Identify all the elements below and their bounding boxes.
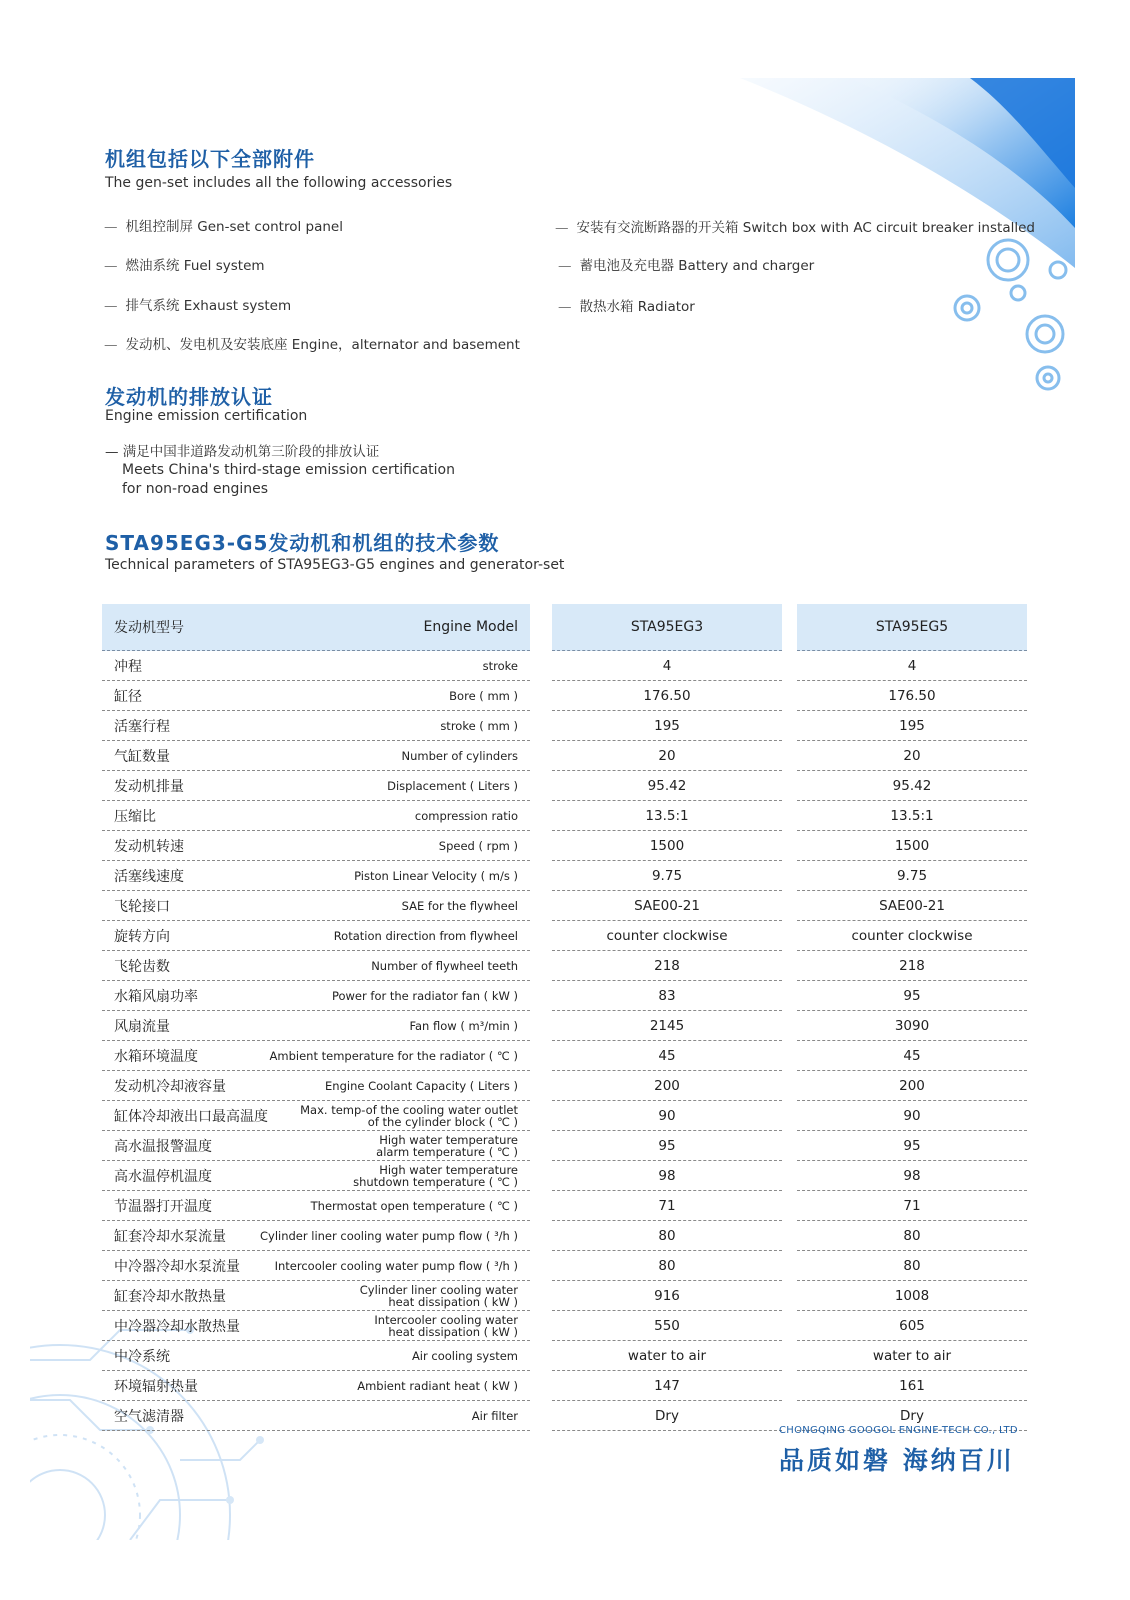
table-row (102, 651, 1027, 681)
param-name-cn: 发动机转速 (114, 838, 184, 855)
param-name-cn: 空气滤清器 (114, 1408, 184, 1425)
param-cell (102, 1401, 530, 1431)
spec-table (102, 604, 1027, 1431)
value-sta95eg5: 200 (797, 1071, 1027, 1101)
param-cell (102, 741, 530, 771)
value-sta95eg5: 1008 (797, 1281, 1027, 1311)
value-sta95eg5: 71 (797, 1191, 1027, 1221)
param-cell (102, 1311, 530, 1341)
param-name-cn: 缸径 (114, 688, 142, 705)
value-sta95eg3: 20 (552, 741, 782, 771)
param-cell (102, 861, 530, 891)
param-name-cn: 气缸数量 (114, 748, 170, 765)
header-param-cell (102, 604, 530, 651)
slogan: 品质如磐 海纳百川 (779, 1446, 1015, 1475)
param-cell (102, 711, 530, 741)
param-cell (102, 1161, 530, 1191)
value-sta95eg5: 195 (797, 711, 1027, 741)
blue-swoosh-decoration (740, 78, 1100, 408)
param-name-en: SAE for the flywheel (401, 898, 518, 913)
param-name-cn: 活塞行程 (114, 718, 170, 735)
value-sta95eg5: 20 (797, 741, 1027, 771)
table-row (102, 981, 1027, 1011)
value-sta95eg5: 218 (797, 951, 1027, 981)
value-sta95eg3: 550 (552, 1311, 782, 1341)
param-name-cn: 缸体冷却液出口最高温度 (114, 1108, 268, 1125)
table-row (102, 711, 1027, 741)
value-sta95eg3: 218 (552, 951, 782, 981)
param-name-cn: 高水温报警温度 (114, 1138, 212, 1155)
value-sta95eg3: 83 (552, 981, 782, 1011)
value-sta95eg5: SAE00-21 (797, 891, 1027, 921)
param-name-cn: 活塞线速度 (114, 868, 184, 885)
value-sta95eg5: counter clockwise (797, 921, 1027, 951)
emission-title-cn: 发动机的排放认证 (105, 385, 273, 409)
param-name-en: Engine Coolant Capacity ( Liters ) (325, 1078, 518, 1093)
table-row (102, 1011, 1027, 1041)
param-cell (102, 801, 530, 831)
param-name-cn: 水箱风扇功率 (114, 988, 198, 1005)
accessory-item: — 排气系统 Exhaust system (104, 298, 292, 314)
param-name-en: Intercooler cooling water heat dissipation ( kW ) (374, 1312, 518, 1339)
param-name-en: Intercooler cooling water pump flow ( ³/h ) (274, 1258, 518, 1273)
table-row (102, 1101, 1027, 1131)
value-sta95eg5: 13.5:1 (797, 801, 1027, 831)
param-cell (102, 771, 530, 801)
value-sta95eg3: 98 (552, 1161, 782, 1191)
params-title-en: Technical parameters of STA95EG3-G5 engines and generator-set (105, 557, 565, 573)
value-sta95eg5: 95.42 (797, 771, 1027, 801)
value-sta95eg3: 147 (552, 1371, 782, 1401)
value-sta95eg3: 80 (552, 1221, 782, 1251)
emission-line-en-2: for non-road engines (122, 481, 269, 497)
param-cell (102, 1071, 530, 1101)
param-name-cn: 缸套冷却水散热量 (114, 1288, 226, 1305)
company-name: CHONGQING GOOGOL ENGINE-TECH CO., LTD (779, 1425, 1018, 1436)
param-name-cn: 冲程 (114, 658, 142, 675)
accessory-item: — 发动机、发电机及安装底座 Engine，alternator and basement (104, 337, 520, 353)
spec-table-header (102, 604, 1027, 651)
value-sta95eg3: counter clockwise (552, 921, 782, 951)
value-sta95eg5: 3090 (797, 1011, 1027, 1041)
param-name-cn: 中冷系统 (114, 1348, 170, 1365)
emission-line-cn: — 满足中国非道路发动机第三阶段的排放认证 (105, 444, 380, 460)
value-sta95eg3: 13.5:1 (552, 801, 782, 831)
param-name-cn: 中冷器冷却水散热量 (114, 1318, 240, 1335)
accessory-item: — 蓄电池及充电器 Battery and charger (558, 258, 815, 274)
param-cell (102, 1191, 530, 1221)
value-sta95eg3: 195 (552, 711, 782, 741)
value-sta95eg5: 9.75 (797, 861, 1027, 891)
param-name-en: Bore ( mm ) (449, 688, 518, 703)
table-row (102, 1251, 1027, 1281)
value-sta95eg3: 80 (552, 1251, 782, 1281)
value-sta95eg5: 80 (797, 1251, 1027, 1281)
accessories-title-cn: 机组包括以下全部附件 (105, 147, 315, 171)
table-row (102, 1341, 1027, 1371)
accessory-item: — 燃油系统 Fuel system (104, 258, 265, 274)
param-name-cn: 旋转方向 (114, 928, 170, 945)
table-row (102, 891, 1027, 921)
param-cell (102, 1221, 530, 1251)
param-cell (102, 831, 530, 861)
param-name-cn: 高水温停机温度 (114, 1168, 212, 1185)
param-name-en: Number of cylinders (401, 748, 518, 763)
param-name-cn: 缸套冷却水泵流量 (114, 1228, 226, 1245)
value-sta95eg5: 45 (797, 1041, 1027, 1071)
param-name-en: Cylinder liner cooling water heat dissipation ( kW ) (359, 1282, 518, 1309)
param-name-en: Displacement ( Liters ) (387, 778, 518, 793)
value-sta95eg3: 45 (552, 1041, 782, 1071)
param-name-en: Ambient radiant heat ( kW ) (357, 1378, 518, 1393)
param-cell (102, 951, 530, 981)
param-name-en: Power for the radiator fan ( kW ) (331, 988, 518, 1003)
param-cell (102, 1281, 530, 1311)
param-name-cn: 节温器打开温度 (114, 1198, 212, 1215)
param-name-en: compression ratio (414, 808, 518, 823)
param-cell (102, 1011, 530, 1041)
param-name-en: High water temperature shutdown temperature ( ℃ ) (353, 1162, 518, 1189)
param-name-en: Speed ( rpm ) (438, 838, 518, 853)
param-name-en: Air filter (471, 1408, 518, 1423)
param-name-cn: 中冷器冷却水泵流量 (114, 1258, 240, 1275)
value-sta95eg3: 90 (552, 1101, 782, 1131)
value-sta95eg5: 80 (797, 1221, 1027, 1251)
header-param-en: Engine Model (423, 619, 518, 635)
value-sta95eg5: water to air (797, 1341, 1027, 1371)
table-row (102, 1041, 1027, 1071)
table-row (102, 921, 1027, 951)
param-name-en: Piston Linear Velocity ( m/s ) (354, 868, 518, 883)
value-sta95eg3: 9.75 (552, 861, 782, 891)
value-sta95eg3: Dry (552, 1401, 782, 1431)
param-name-cn: 水箱环境温度 (114, 1048, 198, 1065)
table-row (102, 741, 1027, 771)
header-param-cn: 发动机型号 (114, 620, 184, 636)
table-row (102, 1161, 1027, 1191)
param-name-en: Air cooling system (411, 1348, 518, 1363)
value-sta95eg5: Dry (797, 1401, 1027, 1431)
param-name-en: Cylinder liner cooling water pump flow ( ³/h ) (259, 1228, 518, 1243)
param-name-cn: 风扇流量 (114, 1018, 170, 1035)
table-row (102, 1131, 1027, 1161)
emission-line-en: Meets China's third-stage emission certification (122, 462, 455, 478)
value-sta95eg3: 4 (552, 651, 782, 681)
param-name-en: Max. temp-of the cooling water outlet of the cylinder block ( ℃ ) (300, 1102, 518, 1129)
header-model-2: STA95EG5 (797, 604, 1027, 651)
param-cell (102, 1251, 530, 1281)
param-name-en: Thermostat open temperature ( ℃ ) (310, 1198, 518, 1213)
value-sta95eg3: 95.42 (552, 771, 782, 801)
table-row (102, 1221, 1027, 1251)
param-name-cn: 发动机排量 (114, 778, 184, 795)
param-cell (102, 981, 530, 1011)
value-sta95eg3: 2145 (552, 1011, 782, 1041)
param-name-cn: 压缩比 (114, 808, 156, 825)
table-row (102, 831, 1027, 861)
param-cell (102, 1041, 530, 1071)
table-row (102, 1371, 1027, 1401)
table-row (102, 951, 1027, 981)
param-name-en: Ambient temperature for the radiator ( ℃ ) (269, 1048, 518, 1063)
value-sta95eg3: 916 (552, 1281, 782, 1311)
table-row (102, 1311, 1027, 1341)
value-sta95eg5: 90 (797, 1101, 1027, 1131)
table-row (102, 801, 1027, 831)
param-cell (102, 1341, 530, 1371)
value-sta95eg3: 95 (552, 1131, 782, 1161)
param-name-cn: 发动机冷却液容量 (114, 1078, 226, 1095)
accessory-item: — 散热水箱 Radiator (558, 299, 695, 315)
param-name-en: Fan flow ( m³/min ) (409, 1018, 518, 1033)
param-name-en: Number of flywheel teeth (371, 958, 518, 973)
accessories-title-en: The gen-set includes all the following accessories (105, 175, 453, 191)
table-row (102, 861, 1027, 891)
value-sta95eg5: 98 (797, 1161, 1027, 1191)
param-name-en: High water temperature alarm temperature ( ℃ ) (376, 1132, 518, 1159)
param-cell (102, 1371, 530, 1401)
param-name-cn: 飞轮齿数 (114, 958, 170, 975)
accessory-item: — 机组控制屏 Gen-set control panel (104, 219, 343, 235)
params-title-cn: STA95EG3-G5发动机和机组的技术参数 (105, 531, 500, 555)
value-sta95eg5: 95 (797, 981, 1027, 1011)
emission-title-en: Engine emission certification (105, 408, 308, 424)
value-sta95eg3: 71 (552, 1191, 782, 1221)
param-name-en: stroke (482, 658, 518, 673)
value-sta95eg5: 161 (797, 1371, 1027, 1401)
value-sta95eg3: 1500 (552, 831, 782, 861)
param-cell (102, 1131, 530, 1161)
table-row (102, 681, 1027, 711)
header-model-1: STA95EG3 (552, 604, 782, 651)
param-name-cn: 飞轮接口 (114, 898, 170, 915)
param-cell (102, 681, 530, 711)
value-sta95eg3: SAE00-21 (552, 891, 782, 921)
param-cell (102, 921, 530, 951)
value-sta95eg3: 200 (552, 1071, 782, 1101)
param-cell (102, 1101, 530, 1131)
table-row (102, 771, 1027, 801)
value-sta95eg5: 1500 (797, 831, 1027, 861)
table-row (102, 1191, 1027, 1221)
value-sta95eg5: 605 (797, 1311, 1027, 1341)
value-sta95eg3: 176.50 (552, 681, 782, 711)
param-name-en: stroke ( mm ) (440, 718, 518, 733)
accessory-item: — 安装有交流断路器的开关箱 Switch box with AC circuit breaker installed (555, 220, 1035, 236)
value-sta95eg3: water to air (552, 1341, 782, 1371)
param-cell (102, 891, 530, 921)
value-sta95eg5: 176.50 (797, 681, 1027, 711)
param-cell (102, 651, 530, 681)
param-name-cn: 环境辐射热量 (114, 1378, 198, 1395)
value-sta95eg5: 95 (797, 1131, 1027, 1161)
table-row (102, 1281, 1027, 1311)
value-sta95eg5: 4 (797, 651, 1027, 681)
param-name-en: Rotation direction from flywheel (333, 928, 518, 943)
table-row (102, 1071, 1027, 1101)
